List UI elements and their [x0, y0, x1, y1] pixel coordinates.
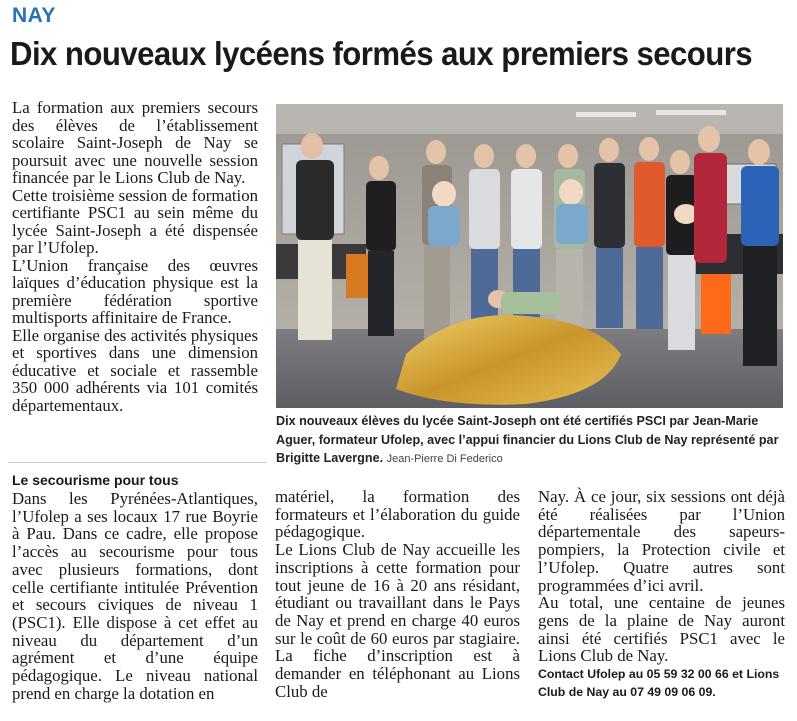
contact-line: Contact Ufolep au 05 59 32 00 66 et Lions Club de Nay au 07 49 09 06 09. [538, 667, 780, 700]
article-photo [276, 104, 783, 408]
photo-caption [276, 412, 783, 469]
section-label: NAY [12, 4, 56, 27]
body-paragraph: Au total, une centaine de jeunes gens de la plaine de Nay auront ainsi été certifiés PSC1 avec le Lions Club de Nay. [538, 593, 785, 666]
caption-text: Dix nouveaux élèves du lycée Saint-Joseph ont été certifiés PSCI par Jean-Marie Aguer, formateur Ufolep, avec l’appui financier du Lions Club de Nay représenté par Brigitte Lavergne. [276, 414, 779, 465]
intro-paragraph: La formation aux premiers secours des élèves de l’établissement scolaire Saint-Joseph de Nay se poursuit avec une nouvelle session financée par le Lions Club de Nay. [12, 98, 258, 187]
intro-column [12, 99, 258, 414]
intro-paragraph: L’Union française des œuvres laïques d’éducation physique est la première fédération sportive multisports affinitaire de France. [12, 255, 258, 327]
body-column-2 [275, 488, 520, 700]
photo-credit: Jean-Pierre Di Federico [386, 453, 503, 465]
body-paragraph: Le Lions Club de Nay accueille les inscriptions à cette formation pour tout jeune de 16 à 20 ans résidant, étudiant ou travaillant dans le Pays de Nay et prend en charge 40 euros sur le coût de 60 euros par stagiaire. La fiche d’inscription est à demander en téléphonant au Lions Club de [275, 540, 520, 701]
intro-paragraph: Cette troisième session de formation certifiante PSC1 au sein même du lycée Saint-Joseph a été dispensée par l’Ufolep. [12, 185, 258, 257]
body-column-1 [12, 490, 258, 702]
body-paragraph: matériel, la formation des formateurs et l’élaboration du guide pédagogique. [275, 487, 520, 542]
body-paragraph: Dans les Pyrénées-Atlantiques, l’Ufolep a ses locaux 17 rue Boyrie à Pau. Dans ce cadre, elle propose l’accès au secourisme pour tous avec plusieurs formations, dont celle certifiante intitulée Prévention et secours civiques de niveau 1 (PSC1). Elle dispose à cet effet au niveau du département d’un agrément et d’une équipe pédagogique. Le niveau national prend en charge la dotation en [12, 489, 258, 703]
body-column-3 [538, 488, 785, 701]
subheading: Le secourisme pour tous [12, 472, 179, 488]
body-paragraph: Nay. À ce jour, six sessions ont déjà été réalisées par l’Union départementale des sapeurs-pompiers, la Protection civile et l’Ufolep. Quatre autres sont programmées d’ici avril. [538, 487, 785, 595]
group-photo-illustration [276, 104, 783, 408]
headline: Dix nouveaux lycéens formés aux premiers secours [10, 36, 753, 73]
intro-paragraph: Elle organise des activités physiques et sportives dans une dimension éducative et sociale et rassemble 350 000 adhérents via 101 comités départementaux. [12, 325, 258, 415]
section-divider [8, 462, 267, 463]
